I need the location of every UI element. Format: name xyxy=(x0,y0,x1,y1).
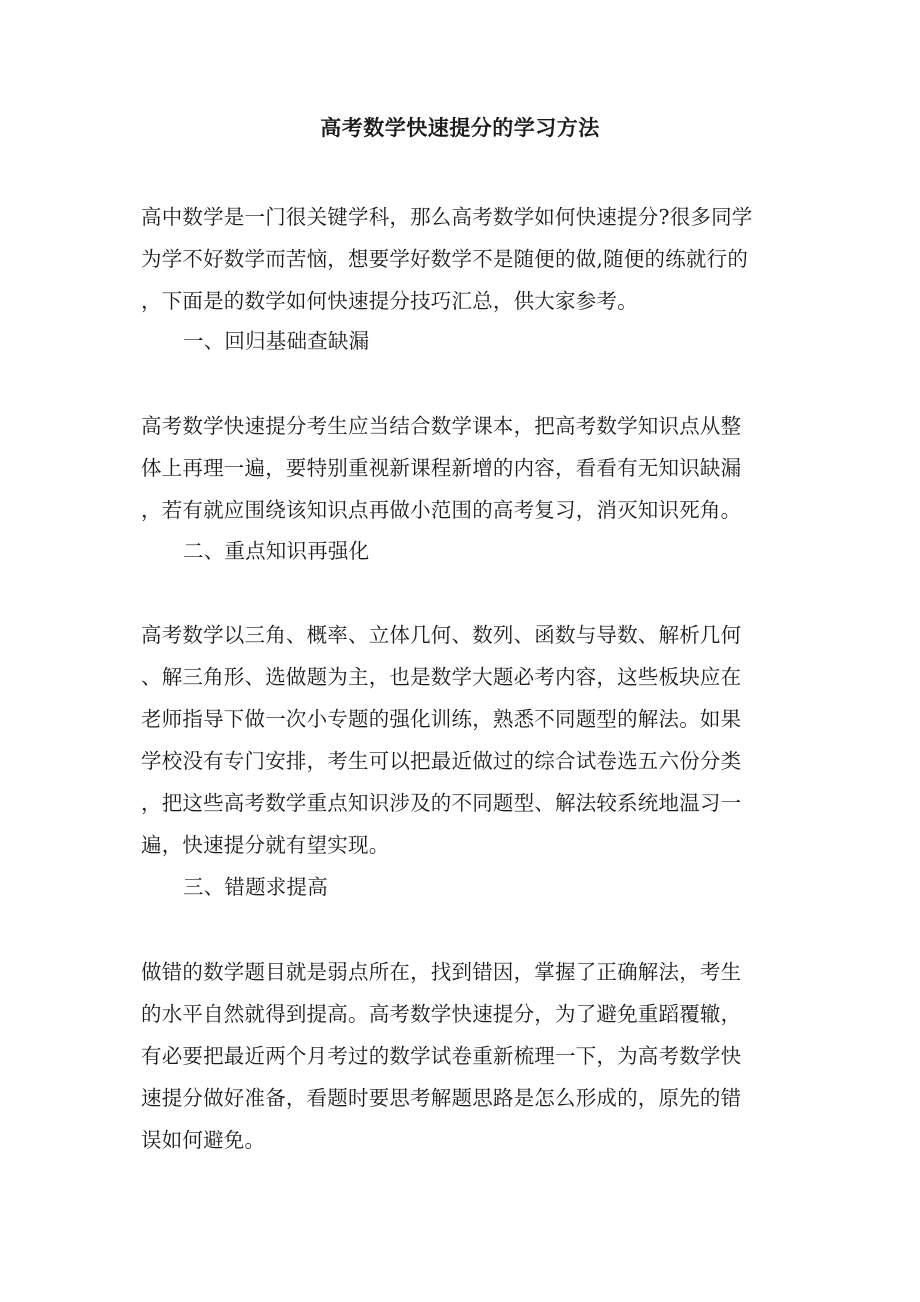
section-heading-2: 二、重点知识再强化 xyxy=(183,539,370,563)
paragraph-line: 高考数学快速提分考生应当结合数学课本，把高考数学知识点从整 xyxy=(141,414,742,438)
paragraph-line: 速提分做好准备，看题时要思考解题思路是怎么形成的，原先的错 xyxy=(141,1086,742,1110)
intro-paragraph xyxy=(141,196,781,322)
paragraph-line: 高考数学以三角、概率、立体几何、数列、函数与导数、解析几何 xyxy=(141,623,742,647)
section-paragraph-3 xyxy=(141,951,781,1161)
paragraph-line: 学校没有专门安排，考生可以把最近做过的综合试卷选五六份分类 xyxy=(141,749,742,773)
paragraph-line: 遍，快速提分就有望实现。 xyxy=(141,833,390,857)
paragraph-line: ，把这些高考数学重点知识涉及的不同题型、解法较系统地温习一 xyxy=(141,791,742,815)
paragraph-line: ，下面是的数学如何快速提分技巧汇总，供大家参考。 xyxy=(141,289,638,313)
paragraph-line: 高中数学是一门很关键学科，那么高考数学如何快速提分?很多同学 xyxy=(141,205,753,229)
section-paragraph-1 xyxy=(141,405,781,531)
paragraph-line: 、解三角形、选做题为主，也是数学大题必考内容，这些板块应在 xyxy=(141,665,742,689)
section-paragraph-2 xyxy=(141,614,781,866)
paragraph-line: 做错的数学题目就是弱点所在，找到错因，掌握了正确解法，考生 xyxy=(141,960,742,984)
section-heading-3: 三、错题求提高 xyxy=(183,875,328,899)
section-heading-1: 一、回归基础查缺漏 xyxy=(183,329,370,353)
paragraph-line: ，若有就应围绕该知识点再做小范围的高考复习，消灭知识死角。 xyxy=(141,498,742,522)
paragraph-line: 老师指导下做一次小专题的强化训练，熟悉不同题型的解法。如果 xyxy=(141,707,742,731)
paragraph-line: 为学不好数学而苦恼，想要学好数学不是随便的做,随便的练就行的 xyxy=(141,247,749,271)
paragraph-line: 体上再理一遍，要特别重视新课程新增的内容，看看有无知识缺漏 xyxy=(141,456,742,480)
paragraph-line: 有必要把最近两个月考过的数学试卷重新梳理一下，为高考数学快 xyxy=(141,1044,742,1068)
paragraph-line: 的水平自然就得到提高。高考数学快速提分，为了避免重蹈覆辙， xyxy=(141,1002,742,1026)
document-title: 高考数学快速提分的学习方法 xyxy=(320,115,600,140)
paragraph-line: 误如何避免。 xyxy=(141,1128,266,1152)
